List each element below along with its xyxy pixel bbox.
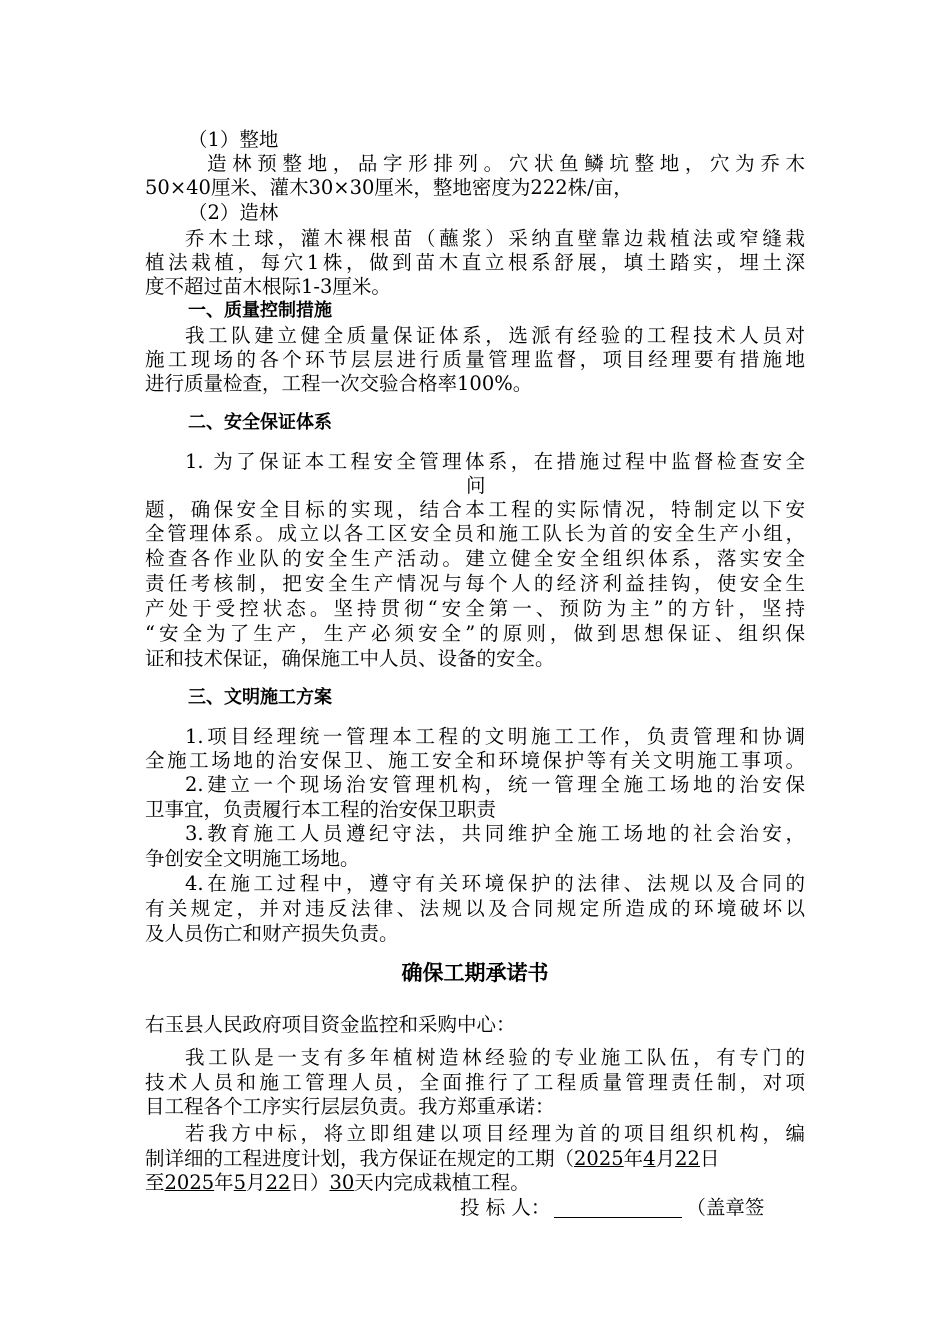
wrapped-character: 问 <box>466 474 486 497</box>
addressee: 右玉县人民政府项目资金监控和采购中心： <box>145 1013 516 1036</box>
paragraph-line: 责任考核制，把安全生产情况与每个人的经济利益挂钩，使安全生 <box>145 572 805 595</box>
page-title: 确保工期承诺书 <box>401 961 549 985</box>
paragraph-line: 争创安全文明施工场地。 <box>145 847 360 870</box>
paragraph-line: 证和技术保证，确保施工中人员、设备的安全。 <box>145 647 555 670</box>
section-heading-quality: 一、质量控制措施 <box>188 300 332 321</box>
paragraph-line: 3.教育施工人员遵纪守法，共同维护全施工场地的社会治安， <box>185 822 805 845</box>
text-run: 至 <box>145 1171 165 1194</box>
paragraph-line: 卫事宜，负责履行本工程的治安保卫职责 <box>145 798 497 821</box>
start-year: 2025 <box>574 1147 624 1170</box>
paragraph-line: 2.建立一个现场治安管理机构，统一管理全施工场地的治安保 <box>185 773 805 796</box>
paragraph-line: 造林预整地，品字形排列。穴状鱼鳞坑整地，穴为乔木 <box>207 152 805 175</box>
paragraph-line: 植法栽植，每穴1株，做到苗木直立根系舒展，填土踏实，埋土深 <box>145 251 805 274</box>
paragraph-line: “安全为了生产，生产必须安全”的原则，做到思想保证、组织保 <box>145 622 805 645</box>
item-afforestation-heading: （2）造林 <box>188 201 279 224</box>
seal-note: （盖章签 <box>686 1196 765 1219</box>
section-heading-civilized: 三、文明施工方案 <box>188 687 332 708</box>
paragraph-line: 50×40厘米、灌木30×30厘米，整地密度为222株/亩， <box>145 176 633 199</box>
bidder-signature-line <box>460 1196 764 1220</box>
bidder-label: 投 标 人： <box>460 1196 551 1219</box>
commitment-period-line <box>145 1147 719 1171</box>
paragraph-line: 检查各作业队的安全生产活动。建立健全安全组织体系，落实安全 <box>145 547 805 570</box>
paragraph-line: 全管理体系。成立以各工区安全员和施工队长为首的安全生产小组， <box>145 522 805 545</box>
text-run: 年 <box>623 1147 644 1170</box>
paragraph-line: 题，确保安全目标的实现，结合本工程的实际情况，特制定以下安 <box>145 498 805 521</box>
text-run: 日 <box>699 1147 720 1170</box>
text-run: 天内完成栽植工程。 <box>354 1171 530 1194</box>
paragraph-line: 产处于受控状态。坚持贯彻“安全第一、预防为主”的方针，坚持 <box>145 597 805 620</box>
text-run: 日） <box>290 1171 330 1194</box>
paragraph-line: 若我方中标，将立即组建以项目经理为首的项目组织机构，编 <box>185 1122 805 1145</box>
paragraph-line: 1.项目经理统一管理本工程的文明施工工作，负责管理和协调 <box>185 725 805 748</box>
paragraph-line: 进行质量检查，工程一次交验合格率100%。 <box>145 372 533 395</box>
duration-days: 30 <box>329 1171 355 1194</box>
paragraph-line: 我工队建立健全质量保证体系，选派有经验的工程技术人员对 <box>185 324 805 347</box>
commitment-end-line <box>145 1171 530 1195</box>
paragraph-line: 乔木土球，灌木裸根苗（蘸浆）采纳直壁靠边栽植法或窄缝栽 <box>185 227 805 250</box>
start-day: 22 <box>675 1147 700 1170</box>
paragraph-line: 有关规定，并对违反法律、法规以及合同规定所造成的环境破坏以 <box>145 897 805 920</box>
text-run: 年 <box>214 1171 234 1194</box>
end-day: 22 <box>265 1171 291 1194</box>
paragraph-line: 技术人员和施工管理人员，全面推行了工程质量管理责任制，对项 <box>145 1071 805 1094</box>
end-month: 5 <box>233 1171 247 1194</box>
paragraph-line: 我工队是一支有多年植树造林经验的专业施工队伍，有专门的 <box>185 1046 805 1069</box>
signature-blank[interactable] <box>554 1197 682 1218</box>
paragraph-line: 及人员伤亡和财产损失负责。 <box>145 922 399 945</box>
text-run: 月 <box>246 1171 266 1194</box>
end-year: 2025 <box>164 1171 215 1194</box>
paragraph-line: 度不超过苗木根际1-3厘米。 <box>145 275 391 298</box>
paragraph-line: 全施工场地的治安保卫、施工安全和环境保护等有关文明施工事项。 <box>145 749 805 772</box>
paragraph-line: 1. 为了保证本工程安全管理体系，在措施过程中监督检查安全 <box>185 450 805 473</box>
section-heading-safety: 二、安全保证体系 <box>188 412 332 433</box>
text-run: 制详细的工程进度计划，我方保证在规定的工期（ <box>145 1147 575 1170</box>
start-month: 4 <box>643 1147 656 1170</box>
paragraph-line: 4.在施工过程中，遵守有关环境保护的法律、法规以及合同的 <box>185 872 805 895</box>
paragraph-line: 目工程各个工序实行层层负责。我方郑重承诺： <box>145 1095 555 1118</box>
item-land-prep-heading: （1）整地 <box>188 128 279 151</box>
paragraph-line: 施工现场的各个环节层层进行质量管理监督，项目经理要有措施地 <box>145 348 805 371</box>
text-run: 月 <box>655 1147 676 1170</box>
